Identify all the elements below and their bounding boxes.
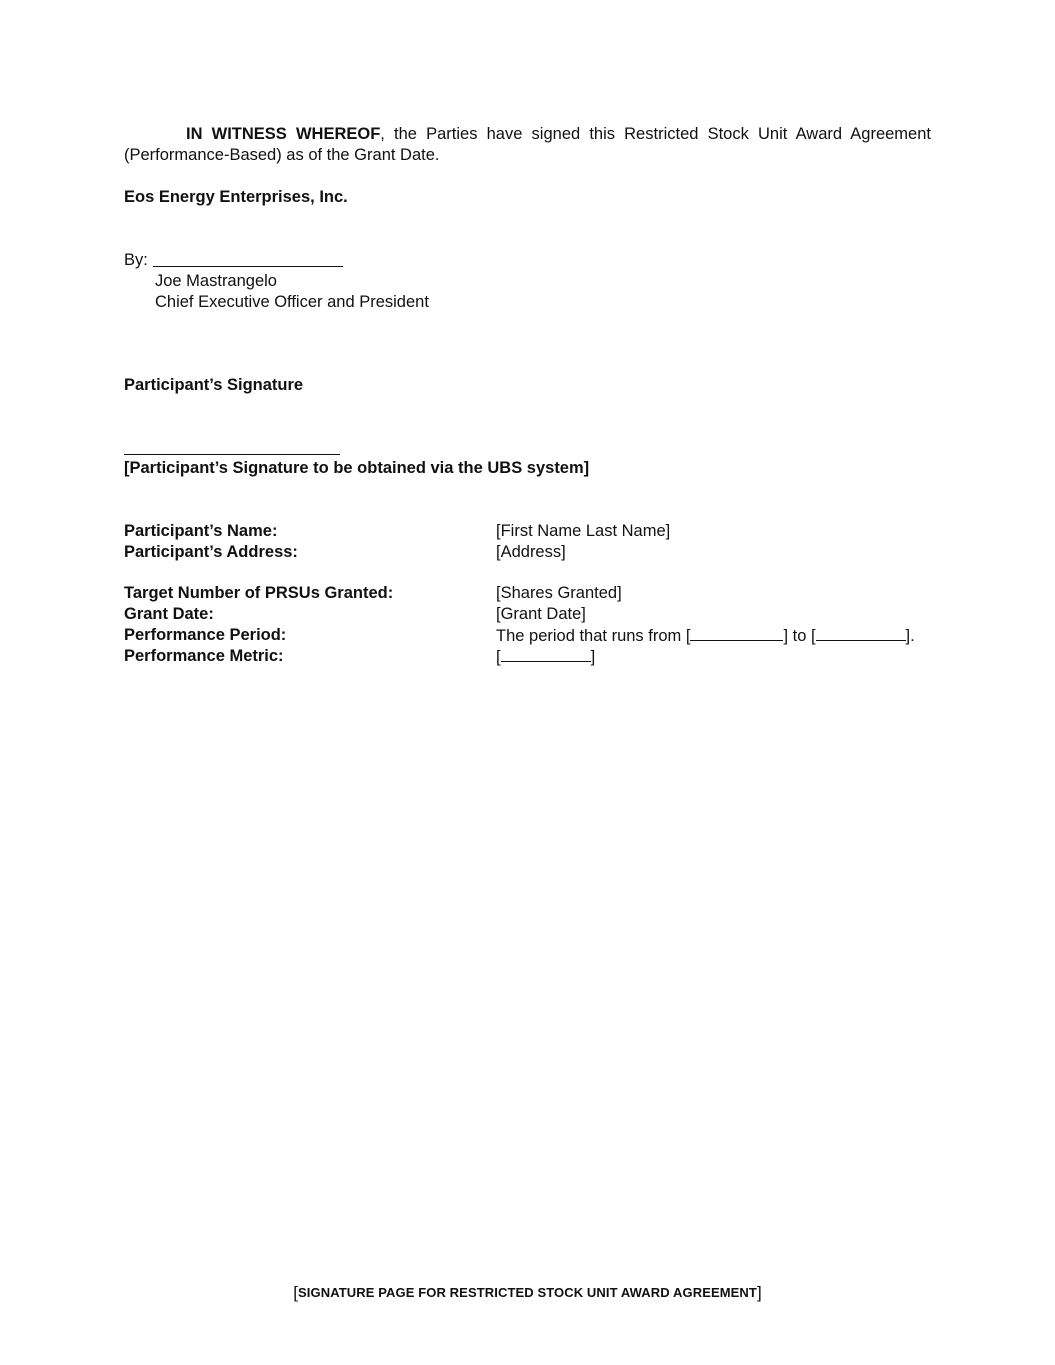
company-name: Eos Energy Enterprises, Inc. [124, 188, 348, 206]
period-start-blank [690, 626, 783, 641]
footer-text: SIGNATURE PAGE FOR RESTRICTED STOCK UNIT AWARD AGREEMENT [298, 1285, 757, 1300]
metric-open: [ [496, 648, 501, 666]
footer-open-bracket: [ [293, 1283, 299, 1302]
by-label: By: [124, 251, 148, 269]
witness-line-1-rest: , the Parties have signed this Restricted Stock Unit Award Agreement [380, 125, 931, 143]
period-mid: ] to [ [783, 627, 816, 645]
page-footer [0, 1283, 1055, 1303]
period-suffix: ]. [905, 627, 915, 645]
period-end-blank [816, 626, 906, 641]
participant-name-value: [First Name Last Name] [496, 522, 671, 540]
grant-date-value: [Grant Date] [496, 605, 586, 623]
witness-line-2: (Performance-Based) as of the Grant Date. [124, 146, 440, 164]
signer-name: Joe Mastrangelo [155, 272, 277, 290]
performance-metric-label: Performance Metric: [124, 647, 284, 665]
performance-metric-value [496, 647, 595, 667]
target-prsus-value: [Shares Granted] [496, 584, 622, 602]
company-signature-line [153, 266, 343, 267]
metric-close: ] [590, 648, 596, 666]
witness-paragraph [124, 124, 931, 166]
participant-signature-note: [Participant’s Signature to be obtained via the UBS system] [124, 459, 590, 477]
performance-period-value [496, 626, 915, 646]
metric-blank [501, 647, 591, 662]
witness-line-1 [124, 124, 931, 145]
participant-address-value: [Address] [496, 543, 566, 561]
participant-signature-line [124, 454, 340, 455]
participant-signature-heading: Participant’s Signature [124, 376, 304, 394]
signer-title: Chief Executive Officer and President [155, 293, 429, 311]
period-prefix: The period that runs from [ [496, 627, 691, 645]
target-prsus-label: Target Number of PRSUs Granted: [124, 584, 394, 602]
grant-date-label: Grant Date: [124, 605, 214, 623]
witness-lead: IN WITNESS WHEREOF [186, 125, 381, 143]
footer-close-bracket: ] [756, 1283, 762, 1302]
participant-address-label: Participant’s Address: [124, 543, 298, 561]
participant-name-label: Participant’s Name: [124, 522, 278, 540]
performance-period-label: Performance Period: [124, 626, 287, 644]
